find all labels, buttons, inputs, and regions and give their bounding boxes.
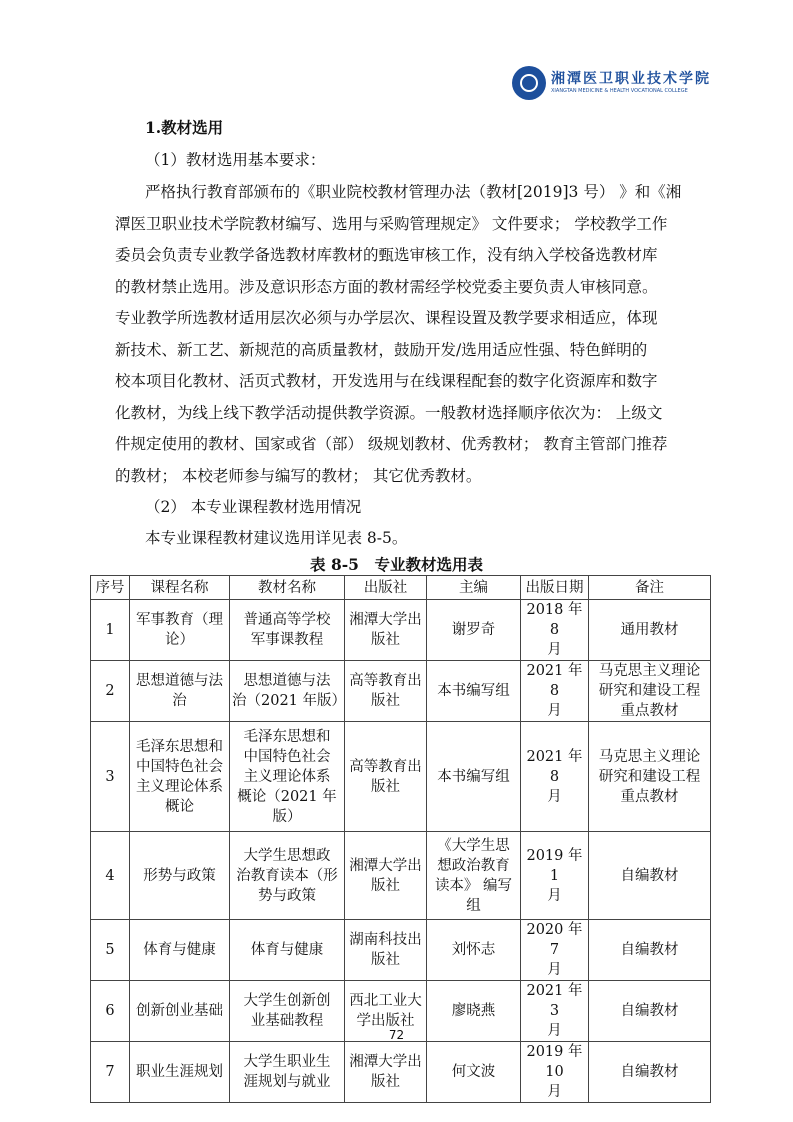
- table-cell: 形势与政策: [130, 832, 230, 920]
- college-logo: [512, 66, 711, 100]
- table-cell: 普通高等学校 军事课教程: [230, 600, 345, 661]
- table-cell: 自编教材: [589, 832, 711, 920]
- table-cell: 大学生思想政 治教育读本（形 势与政策: [230, 832, 345, 920]
- table-row: [91, 920, 711, 981]
- table-cell: 毛泽东思想和 中国特色社会 主义理论体系 概论（2021 年 版）: [230, 722, 345, 832]
- table-cell: 军事教育（理 论）: [130, 600, 230, 661]
- college-seal-icon: [512, 66, 546, 100]
- table-cell: 自编教材: [589, 1042, 711, 1103]
- column-header: 出版社: [345, 576, 427, 600]
- table-intro: 本专业课程教材建议选用详见表 8-5。: [145, 529, 408, 547]
- textbook-table: [90, 575, 711, 1103]
- table-cell: 廖晓燕: [427, 981, 521, 1042]
- table-cell: 大学生职业生 涯规划与就业: [230, 1042, 345, 1103]
- table-cell: 体育与健康: [130, 920, 230, 981]
- table-cell: 湘潭大学出 版社: [345, 600, 427, 661]
- table-cell: 谢罗奇: [427, 600, 521, 661]
- table-cell: 何文波: [427, 1042, 521, 1103]
- paragraph-line: 新技术、新工艺、新规范的高质量教材，鼓励开发/选用适应性强、特色鲜明的: [115, 340, 648, 359]
- table-cell: 6: [91, 981, 130, 1042]
- table-cell: 2: [91, 661, 130, 722]
- column-header: 序号: [91, 576, 130, 600]
- table-cell: 创新创业基础: [130, 981, 230, 1042]
- paragraph-line: 的教材； 本校老师参与编写的教材； 其它优秀教材。: [115, 466, 482, 485]
- table-row: [91, 600, 711, 661]
- table-cell: 2018 年 8 月: [521, 600, 589, 661]
- table-row: [91, 1042, 711, 1103]
- table-cell: 自编教材: [589, 981, 711, 1042]
- table-cell: 高等教育出 版社: [345, 722, 427, 832]
- table-cell: 2019 年 1 月: [521, 832, 589, 920]
- table-cell: 西北工业大 学出版社: [345, 981, 427, 1042]
- table-cell: 2019 年 10 月: [521, 1042, 589, 1103]
- table-row: [91, 722, 711, 832]
- table-cell: 4: [91, 832, 130, 920]
- table-cell: 体育与健康: [230, 920, 345, 981]
- table-cell: 湘潭大学出 版社: [345, 1042, 427, 1103]
- logo-english-name: XIANGTAN MEDICINE & HEALTH VOCATIONAL COLLEGE: [551, 88, 688, 94]
- paragraph-line: 化教材，为线上线下教学活动提供教学资源。一般教材选择顺序依次为： 上级文: [115, 403, 663, 422]
- table-cell: 5: [91, 920, 130, 981]
- table-cell: 2021 年 8 月: [521, 661, 589, 722]
- paragraph-line: 委员会负责专业教学备选教材库教材的甄选审核工作，没有纳入学校备选教材库: [115, 246, 658, 264]
- column-header: 备注: [589, 576, 711, 600]
- paragraph-line: 校本项目化教材、活页式教材，开发选用与在线课程配套的数字化资源库和数字: [115, 372, 658, 390]
- table-cell: 通用教材: [589, 600, 711, 661]
- section-title: 1.教材选用: [145, 118, 224, 137]
- paragraph-line: 潭医卫职业技术学院教材编写、选用与采购管理规定》 文件要求； 学校教学工作: [115, 214, 668, 233]
- table-cell: 《大学生思 想政治教育 读本》 编写 组: [427, 832, 521, 920]
- column-header: 出版日期: [521, 576, 589, 600]
- logo-chinese-name: 湘潭医卫职业技术学院: [551, 71, 711, 87]
- table-cell: 7: [91, 1042, 130, 1103]
- subheading-selection: （2） 本专业课程教材选用情况: [145, 498, 362, 516]
- subheading-requirements: （1）教材选用基本要求：: [145, 151, 326, 169]
- table-cell: 湖南科技出 版社: [345, 920, 427, 981]
- table-cell: 2021 年 8 月: [521, 722, 589, 832]
- table-cell: 湘潭大学出 版社: [345, 832, 427, 920]
- table-cell: 2020 年 7 月: [521, 920, 589, 981]
- table-cell: 3: [91, 722, 130, 832]
- table-cell: 毛泽东思想和 中国特色社会 主义理论体系 概论: [130, 722, 230, 832]
- table-cell: 马克思主义理论 研究和建设工程 重点教材: [589, 661, 711, 722]
- table-cell: 本书编写组: [427, 722, 521, 832]
- table-cell: 思想道德与法 治: [130, 661, 230, 722]
- table-row: [91, 661, 711, 722]
- paragraph-line: 严格执行教育部颁布的《职业院校教材管理办法（教材[2019]3 号） 》和《湘: [145, 183, 682, 201]
- page-number: 72: [388, 1028, 405, 1042]
- table-cell: 大学生创新创 业基础教程: [230, 981, 345, 1042]
- table-cell: 马克思主义理论 研究和建设工程 重点教材: [589, 722, 711, 832]
- column-header: 课程名称: [130, 576, 230, 600]
- table-row: [91, 832, 711, 920]
- table-cell: 高等教育出 版社: [345, 661, 427, 722]
- table-cell: 思想道德与法 治（2021 年版）: [230, 661, 345, 722]
- column-header: 教材名称: [230, 576, 345, 600]
- paragraph-line: 专业教学所选教材适用层次必须与办学层次、课程设置及教学要求相适应，体现: [115, 309, 658, 327]
- table-cell: 自编教材: [589, 920, 711, 981]
- table-cell: 1: [91, 600, 130, 661]
- table-cell: 刘怀志: [427, 920, 521, 981]
- table-caption: 表 8-5 专业教材选用表: [310, 555, 483, 574]
- paragraph-line: 件规定使用的教材、国家或省（部） 级规划教材、优秀教材； 教育主管部门推荐: [115, 435, 668, 453]
- column-header: 主编: [427, 576, 521, 600]
- paragraph-line: 的教材禁止选用。涉及意识形态方面的教材需经学校党委主要负责人审核同意。: [115, 277, 658, 296]
- table-cell: 本书编写组: [427, 661, 521, 722]
- table-cell: 职业生涯规划: [130, 1042, 230, 1103]
- table-cell: 2021 年 3 月: [521, 981, 589, 1042]
